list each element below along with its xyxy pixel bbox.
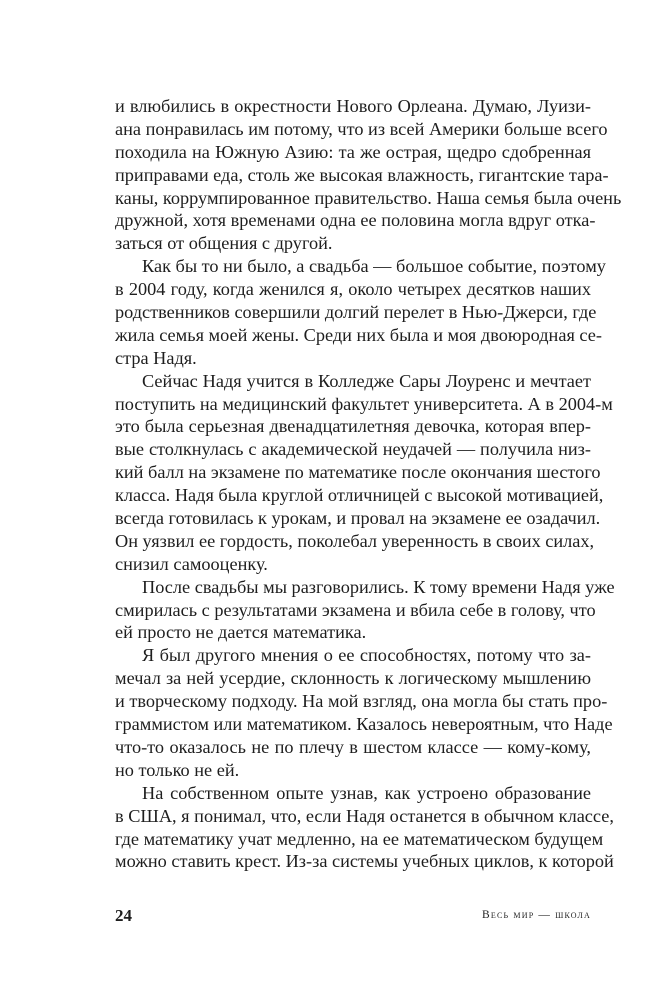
text-line: вые столкнулась с академической неудачей — получила низ- xyxy=(115,439,591,460)
text-line: мечал за ней усердие, склонность к логическому мышлению xyxy=(115,668,591,689)
text-line: в США, я понимал, что, если Надя останется в обычном классе, xyxy=(115,805,614,826)
body-text xyxy=(115,95,622,873)
text-line: походила на Южную Азию: та же острая, щедро сдобренная xyxy=(115,141,591,162)
text-line: Я был другого мнения о ее способностях, потому что за- xyxy=(142,645,591,666)
page-footer xyxy=(115,906,591,930)
text-line: снизил самооценку. xyxy=(115,553,268,574)
text-line: это была серьезная двенадцатилетняя девочка, которая впер- xyxy=(115,416,591,437)
text-line: поступить на медицинский факультет университета. А в 2004-м xyxy=(115,393,613,414)
text-line: ана понравилась им потому, что из всей Америки больше всего xyxy=(115,118,608,139)
text-line: каны, коррумпированное правительство. Наша семья была очень xyxy=(115,187,622,208)
text-line: класса. Надя была круглой отличницей с высокой мотивацией, xyxy=(115,485,604,506)
running-title: Весь мир — школа xyxy=(482,909,591,921)
text-line: заться от общения с другой. xyxy=(115,233,333,254)
text-line: в 2004 году, когда женился я, около четырех десятков наших xyxy=(115,279,591,300)
text-line: и влюбились в окрестности Нового Орлеана. Думаю, Луизи- xyxy=(115,96,591,116)
text-line: дружной, хотя временами одна ее половина могла вдруг отка- xyxy=(115,210,596,231)
text-line: кий балл на экзамене по математике после окончания шестого xyxy=(115,462,601,483)
text-line: стра Надя. xyxy=(115,347,197,368)
text-line: смирилась с результатами экзамена и вбила себе в голову, что xyxy=(115,599,596,620)
page-number: 24 xyxy=(115,906,132,925)
text-line: всегда готовилась к урокам, и провал на экзамене ее озадачил. xyxy=(115,508,601,529)
text-line: Как бы то ни было, а свадьба — большое событие, поэтому xyxy=(142,256,606,277)
text-line: Он уязвил ее гордость, поколебал уверенность в своих силах, xyxy=(115,530,595,551)
text-line: можно ставить крест. Из-за системы учебных циклов, к которой xyxy=(115,851,614,872)
text-line: жила семья моей жены. Среди них была и моя двоюродная се- xyxy=(115,324,602,345)
text-line: После свадьбы мы разговорились. К тому времени Надя уже xyxy=(142,576,615,597)
text-line: но только не ей. xyxy=(115,759,240,780)
text-line: и творческому подходу. На мой взгляд, она могла бы стать про- xyxy=(115,691,608,712)
text-line: что-то оказалось не по плечу в шестом классе — кому-кому, xyxy=(115,736,591,757)
text-line: приправами еда, столь же высокая влажность, гигантские тара- xyxy=(115,164,609,185)
text-line: где математику учат медленно, на ее математическом будущем xyxy=(115,828,604,849)
text-line: ей просто не дается математика. xyxy=(115,622,367,643)
text-line: Сейчас Надя учится в Колледже Сары Лоуренс и мечтает xyxy=(142,370,591,391)
text-line: родственников совершили долгий перелет в Нью-Джерси, где xyxy=(115,302,597,323)
text-line: граммистом или математиком. Казалось невероятным, что Наде xyxy=(115,714,613,735)
text-line: На собственном опыте узнав, как устроено образование xyxy=(142,782,591,803)
